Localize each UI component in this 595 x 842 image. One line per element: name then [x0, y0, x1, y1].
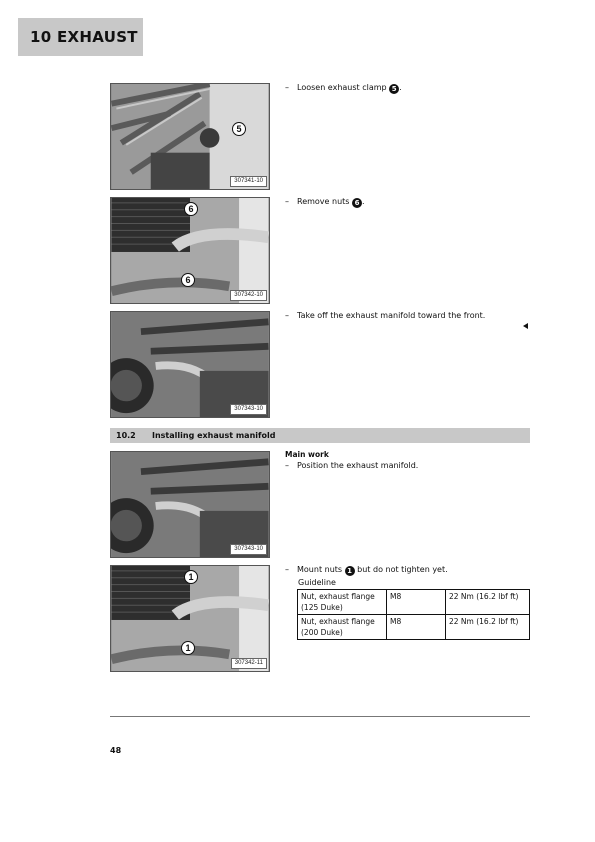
table-cell-item: Nut, exhaust flange (125 Duke)	[298, 590, 387, 615]
table-cell-thread: M8	[387, 615, 446, 640]
step-remove-nuts: – Remove nuts 6 .	[285, 197, 365, 207]
torque-guideline-table	[297, 589, 530, 640]
figure-exhaust-clamp	[110, 83, 270, 190]
footer-divider	[110, 716, 530, 717]
figure-take-off-manifold	[110, 311, 270, 418]
table-cell-torque: 22 Nm (16.2 lbf ft)	[446, 590, 530, 615]
figure-position-manifold	[110, 451, 270, 558]
callout-marker-1b: 1	[181, 641, 195, 655]
callout-marker-1a: 1	[184, 570, 198, 584]
ref-marker-6: 6	[352, 198, 362, 208]
callout-marker-6b: 6	[181, 273, 195, 287]
main-work-label: Main work	[285, 450, 329, 459]
figure-code: 307342-11	[231, 658, 267, 669]
end-of-procedure-icon	[523, 323, 528, 329]
callout-marker-5: 5	[232, 122, 246, 136]
table-cell-thread: M8	[387, 590, 446, 615]
figure-remove-nuts	[110, 197, 270, 304]
figure-code: 307343-10	[230, 544, 267, 555]
section-title: Installing exhaust manifold	[152, 431, 276, 440]
photo-take-off-manifold	[111, 312, 269, 417]
section-number: 10.2	[116, 431, 136, 440]
step-loosen-clamp: – Loosen exhaust clamp 5 .	[285, 83, 402, 93]
photo-exhaust-clamp	[111, 84, 269, 189]
ref-marker-5: 5	[389, 84, 399, 94]
page-number: 48	[110, 746, 122, 755]
guideline-label: Guideline	[298, 578, 336, 587]
step-position-manifold: – Position the exhaust manifold.	[285, 461, 419, 470]
table-cell-torque: 22 Nm (16.2 lbf ft)	[446, 615, 530, 640]
step-take-off-manifold: – Take off the exhaust manifold toward the front.	[285, 311, 486, 320]
figure-code: 307341-10	[230, 176, 267, 187]
photo-position-manifold	[111, 452, 269, 557]
table-row	[298, 615, 530, 640]
table-cell-item: Nut, exhaust flange (200 Duke)	[298, 615, 387, 640]
step-mount-nuts: – Mount nuts 1 but do not tighten yet.	[285, 565, 448, 575]
chapter-header: 10 EXHAUST	[18, 18, 143, 56]
table-row	[298, 590, 530, 615]
figure-code: 307343-10	[230, 404, 267, 415]
section-header	[110, 428, 530, 443]
figure-code: 307342-10	[230, 290, 267, 301]
ref-marker-1: 1	[345, 566, 355, 576]
callout-marker-6a: 6	[184, 202, 198, 216]
figure-mount-nuts	[110, 565, 270, 672]
